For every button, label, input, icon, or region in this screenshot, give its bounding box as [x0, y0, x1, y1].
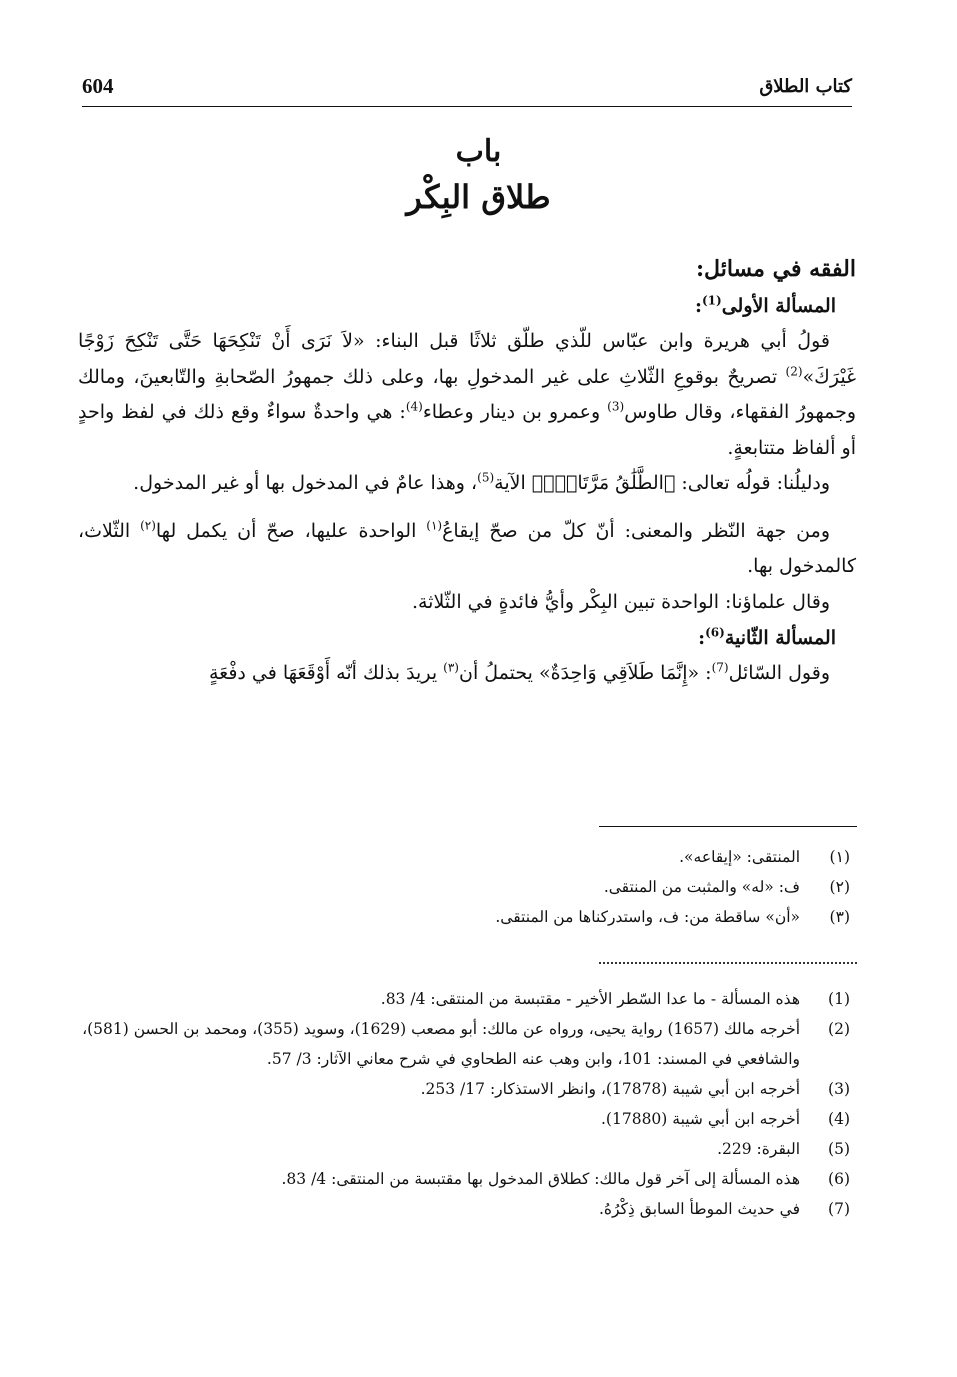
- section-heading: الفقه في مسائل:: [695, 256, 856, 282]
- source-notes: [78, 984, 858, 1224]
- note-number: (6): [828, 1170, 850, 1188]
- text-run: يريدَ بذلك أنّه أَوْقَعَهَا في دفْعَةٍ: [209, 662, 444, 684]
- text-run: قولُ أبي هريرة وابن عبّاس للّذي طلّق ثلاثًا قبل البناء: «لاَ نَرَى أَنْ تَنْكِحَهَا حَتَّى تَنْكِحَ زَوْجًا غَيْرَكَ»: [78, 330, 856, 388]
- question1-heading-text: المسألة الأولى: [721, 295, 836, 317]
- running-title: كتاب الطلاق: [759, 76, 852, 97]
- source-note: [78, 1104, 858, 1134]
- source-note: [78, 984, 858, 1014]
- note-number: (1): [828, 990, 850, 1008]
- page-header: [82, 72, 852, 107]
- note-number: (4): [828, 1110, 850, 1128]
- note-number: (٣): [829, 908, 850, 926]
- footnote-ref: (1): [701, 293, 722, 308]
- footnote-ref: (٢): [140, 518, 156, 533]
- source-note: [78, 1164, 858, 1194]
- editor-notes: [78, 842, 858, 932]
- text-run: تصريحٌ بوقوعِ الثّلاثِ على غير المدخولِ بها، وعلى ذلك جمهورُ الصّحابةِ والتّابعينَ، ومالك وجمهورُ الفقهاء، وقال طاوس: [78, 365, 856, 423]
- note-number: (2): [828, 1020, 850, 1038]
- source-note: [78, 1134, 858, 1164]
- note-text: أخرجه مالك (1657) رواية يحيى، ورواه عن مالك: أبو مصعب (1629)، وسويد (355)، ومحمد بن الحسن (581)، والشافعي في المسند: 101، وابن وهب عنه الطحاوي في شرح معاني الآثار: 3/ 57.: [82, 1020, 800, 1068]
- source-note: [78, 1074, 858, 1104]
- footnote-ref: (٣): [443, 660, 459, 675]
- note-text: البقرة: 229.: [717, 1140, 800, 1158]
- text-run: الثّلاث، كالمدخول بها.: [78, 519, 856, 577]
- chapter-heading: [0, 130, 957, 220]
- footnote-ref: (١): [426, 518, 443, 533]
- footnote-ref: (5): [477, 470, 495, 485]
- footnote-ref: (6): [705, 625, 725, 640]
- footnote-separator: [599, 826, 857, 827]
- text-run: وقول السّائل: [728, 662, 830, 684]
- text-run: ومن جهة النّظر والمعنى: أنّ كلّ من صحّ إيقاعُ: [442, 519, 831, 542]
- note-number: (7): [828, 1200, 850, 1218]
- paragraph: [78, 324, 856, 466]
- note-text: ف: «له» والمثبت من المنتقى.: [603, 878, 800, 896]
- dotted-separator: [599, 962, 857, 964]
- footnote-ref: (2): [785, 364, 803, 379]
- editor-note: [78, 842, 858, 872]
- question2-heading-text: المسألة الثّانية: [724, 627, 836, 649]
- paragraph: [78, 466, 856, 502]
- text-run: ، وهذا عامٌ في المدخول بها أو غير المدخول.: [133, 472, 478, 494]
- note-text: أخرجه ابن أبي شيبة (17880).: [601, 1110, 800, 1128]
- editor-note: [78, 872, 858, 902]
- question1-heading: المسألة الأولى$^{(1)}$:: [694, 293, 836, 317]
- note-text: «أن» ساقطة من: ف، واستدركناها من المنتقى.: [495, 908, 800, 926]
- editor-note: [78, 902, 858, 932]
- chapter-label: باب: [455, 134, 502, 169]
- note-number: (5): [828, 1140, 850, 1158]
- note-number: (3): [828, 1080, 850, 1098]
- footnote-ref: (3): [607, 399, 625, 414]
- question2-heading: المسألة الثّانية$^{(6)}$:: [698, 625, 836, 649]
- footnote-ref: (4): [405, 399, 423, 414]
- main-text: [78, 250, 856, 692]
- paragraph: [78, 656, 856, 692]
- chapter-title: طلاق البِكْر: [406, 178, 551, 216]
- footnote-ref: (7): [711, 660, 729, 675]
- text-run: وعمرو بن دينار وعطاء: [422, 401, 608, 423]
- paragraph: وقال علماؤنا: الواحدة تبين البِكْر وأيُّ فائدةٍ في الثّلاثة.: [411, 590, 830, 613]
- note-text: أخرجه ابن أبي شيبة (17878)، وانظر الاستذكار: 17/ 253.: [420, 1080, 800, 1098]
- note-text: هذه المسألة - ما عدا السّطر الأخير - مقتبسة من المنتقى: 4/ 83.: [380, 990, 800, 1008]
- text-run: الواحدة عليها، صحّ أن يكمل لها: [155, 519, 427, 542]
- note-number: (١): [829, 848, 850, 866]
- note-text: المنتقى: «إيقاعه».: [679, 848, 800, 866]
- note-number: (٢): [829, 878, 850, 896]
- source-note: [78, 1014, 858, 1074]
- text-run: ودليلُنا: قولُه تعالى: ﴿الطَّلَٰقُ مَرَّتَانِۖ﴾ الآية: [494, 472, 830, 494]
- note-text: هذه المسألة إلى آخر قول مالك: كطلاق المدخول بها مقتبسة من المنتقى: 4/ 83.: [281, 1170, 800, 1188]
- note-text: في حديث الموطأ السابق ذِكْرُهُ.: [598, 1200, 800, 1218]
- text-run: : هي واحدةٌ سواءٌ وقع ذلك في لفظ واحدٍ أو ألفاظ متتابعةٍ.: [78, 401, 856, 459]
- text-run: : «إِنَّمَا طَلاَقِي وَاحِدَةٌ» يحتملُ أن: [458, 662, 712, 684]
- paragraph: [78, 514, 856, 585]
- page-number: 604: [82, 74, 114, 98]
- source-note: [78, 1194, 858, 1224]
